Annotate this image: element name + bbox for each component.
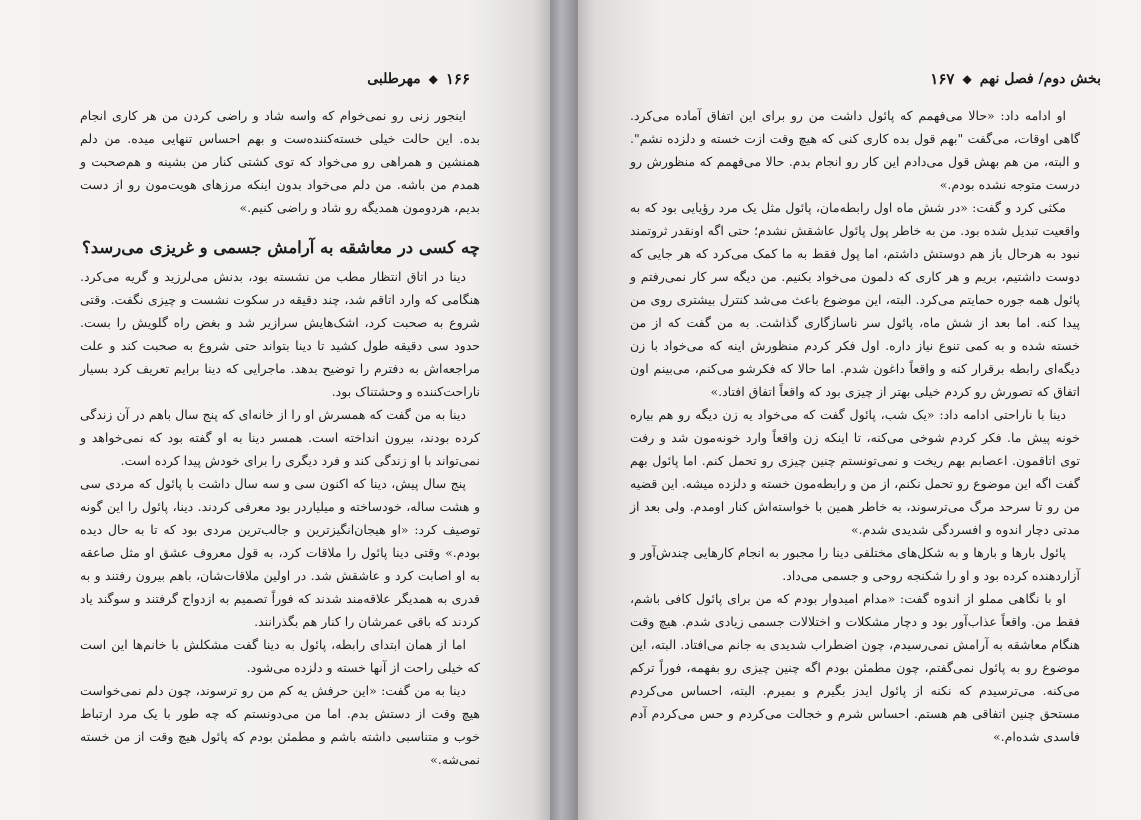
page-number: ۱۶۶ [445,70,470,88]
paragraph: مکثی کرد و گفت: «در شش ماه اول رابطه‌مان، پائول مثل یک مرد رؤیایی بود که به واقعیت تبدیل شده بود. من به خاطر پول پائول عاشقش نشدم؛ حتی اگه اونقدر ثروتمند نبود به هرحال باز هم دوستش داشتم، اما پول فقط به ما کمک می‌کرد که هر جایی که دوست داشتیم، بریم و هر کاری که دلمون می‌خواد بکنیم. من دیگه سر کار نمی‌رفتم و پائول همه جوره حمایتم می‌کرد. البته، این موضوع باعث می‌شد کنترل بیشتری روی من پیدا کنه. اما بعد از شش ماه، پائول سر ناسازگاری گذاشت. به من گفت که از من خسته شده و به کمی تنوع نیاز داره. اول فکر کردم منظورش اینه که می‌خواد با زن دیگه‌ای رابطه برقرار کنه و واقعاً داغون شدم. اما حالا که فکرشو می‌کنم، می‌بینم اون اتفاق که تصورش رو کردم خیلی بهتر از چیزی بود که واقعاً اتفاق افتاد.» [630,200,1080,399]
section-heading: چه کسی در معاشقه به آرامش جسمی و غریزی می‌رسد؟ [81,238,480,257]
paragraph: پائول بارها و بارها و به شکل‌های مختلفی دینا را مجبور به انجام کارهایی چندش‌آور و آزاردهنده کرده بود و او را شکنجه روحی و جسمی می‌داد. [630,545,1080,583]
page-number: ۱۶۷ [930,70,955,88]
paragraph: اینجور زنی رو نمی‌خوام که واسه شاد و راضی کردن من هر کاری انجام بده. این حالت خیلی خسته‌کننده‌ست و بهم احساس تنهایی میده. من دلم همنشین و همراهی رو می‌خواد که توی کشتی کنار من بشینه و هم‌صحبت و همدم من باشه. من دلم می‌خواد بدون اینکه مرزهای هویت‌مون رو از دست بدیم، هردومون همدیگه رو شاد و راضی کنیم.» [80,108,480,215]
page-header [930,70,1101,88]
paragraph: او ادامه داد: «حالا می‌فهمم که پائول داشت من رو برای این اتفاق آماده می‌کرد. گاهی اوقات، می‌گفت "بهم قول بده کاری کنی که هیچ وقت ازت خسته و دلزده نشم". و البته، من هم بهش قول می‌دادم این کار رو انجام بدم. حالا می‌فهمم که منظورش رو درست متوجه نشده بودم.» [630,108,1080,192]
paragraph: دینا به من گفت: «این حرفش یه کم من رو ترسوند، چون دلم نمی‌خواست هیچ وقت از دستش بدم. اما من می‌دونستم که چه طور با یک مرد ارتباط خوب و متناسبی داشته باشم و مطمئن بودم که پائول هیچ وقت از من خسته نمی‌شه.» [80,683,480,767]
diamond-ornament-icon: ◆ [428,72,438,86]
paragraph: اما از همان ابتدای رابطه، پائول به دینا گفت مشکلش با خانم‌ها این است که خیلی راحت از آنها خسته و دلزده می‌شود. [80,637,480,675]
paragraph: دینا در اتاق انتظار مطب من نشسته بود، بدنش می‌لرزید و گریه می‌کرد. هنگامی که وارد اتاقم شد، چند دقیقه در سکوت نشست و چیزی نگفت. وقتی شروع به صحبت کرد، اشک‌هایش سرازیر شد و بغض راه گلویش را بست. حدود سی دقیقه طول کشید تا دینا بتواند حتی شروع به صحبت کند و علت مراجعه‌اش به دفترم را توضیح بدهد. ماجرایی که دینا برایم تعریف کرد بسیار ناراحت‌کننده و وحشتناک بود. [80,269,480,399]
paragraph: دینا به من گفت که همسرش او را از خانه‌ای که پنج سال باهم در آن زندگی کرده بودند، بیرون انداخته است. همسر دینا به او گفته بود که نمی‌خواهد و نمی‌تواند با او زندگی کند و فرد دیگری را برای خودش پیدا کرده است. [80,407,480,468]
paragraph: دینا با ناراحتی ادامه داد: «یک شب، پائول گفت که می‌خواد یه زن دیگه رو هم بیاره خونه پیش ما. فکر کردم شوخی می‌کنه، تا اینکه زن واقعاً وارد خونه‌مون شد و رفت توی اتاقمون. اعصابم بهم ریخت و نمی‌تونستم چنین چیزی رو تحمل کنم. اما پائول بهم گفت اگه این موضوع رو تحمل نکنم، از من و رابطه‌مون خسته و دلزده میشه. این قضیه من رو تا سرحد مرگ می‌ترسوند، به خاطر همین با خواسته‌اش کنار اومدم. ولی بعد از مدتی دچار اندوه و افسردگی شدیدی شدم.» [630,407,1080,537]
book-gutter [550,0,578,820]
page-header [367,70,470,88]
running-title: بخش دوم/ فصل نهم [979,71,1101,87]
page-body [80,104,480,771]
running-title: مهرطلبی [367,71,421,87]
left-page [0,0,550,820]
page-body [630,104,1080,748]
diamond-ornament-icon: ◆ [962,72,972,86]
right-page [578,0,1141,820]
paragraph: او با نگاهی مملو از اندوه گفت: «مدام امیدوار بودم که من برای پائول کافی باشم، فقط من. واقعاً عذاب‌آور بود و دچار مشکلات و اختلالات جسمی زیادی شدم. هیچ وقت هنگام معاشقه به آرامش نمی‌رسیدم، چون اضطراب شدیدی به جانم می‌افتاد. البته، این موضوع رو به پائول نمی‌گفتم، چون مطمئن بودم اگه چنین چیزی رو بفهمه، فوراً ترکم می‌کنه. می‌ترسیدم که نکنه از پائول ایدز بگیرم و بمیرم. البته، احساس می‌کردم مستحق چنین اتفاقی هم هستم. احساس شرم و خجالت می‌کردم و حس می‌کردم آدم فاسدی شده‌ام.» [630,591,1080,744]
paragraph: پنج سال پیش، دینا که اکنون سی و سه سال داشت با پائول که مردی سی و هشت ساله، خودساخته و میلیاردر بود معرفی کردند. دینا، پائول را این گونه توصیف کرد: «او هیجان‌انگیزترین و جالب‌ترین مردی بود که تا به حال دیده بودم.» وقتی دینا پائول را ملاقات کرد، به قول معروف عشق او مثل صاعقه به او اصابت کرد و عاشقش شد. در اولین ملاقات‌شان، باهم بیرون رفتند و به قدری به همدیگر علاقه‌مند شدند که فوراً تصمیم به ازدواج گرفتند و سوگند یاد کردند که باقی عمرشان را کنار هم بگذرانند. [80,476,480,629]
